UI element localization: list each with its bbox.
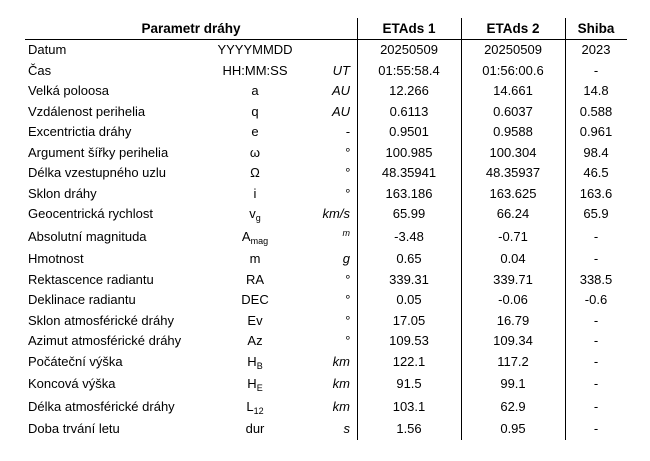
unit — [308, 165, 350, 180]
symbol-text: dur — [245, 421, 265, 436]
value-shiba: - — [593, 312, 599, 328]
table-row — [25, 331, 627, 352]
parameter-name: Vzdálenost perihelia — [28, 103, 146, 119]
unit-text: - — [345, 124, 350, 139]
orbit-parameters-table — [25, 18, 627, 440]
parameter-symbol — [195, 186, 315, 201]
header-parameter: Parametr dráhy — [141, 21, 241, 36]
value-etads1: -3.48 — [394, 228, 424, 244]
symbol-text: Ev — [247, 312, 263, 328]
value-shiba: - — [593, 62, 599, 78]
parameter-name: Rektascence radiantu — [28, 271, 154, 287]
value-etads1: 100.985 — [385, 144, 433, 160]
unit-text: AU — [331, 83, 350, 98]
value-etads1: 12.266 — [389, 83, 429, 98]
value-shiba: - — [593, 376, 599, 391]
value-shiba: 14.8 — [583, 83, 609, 98]
unit-text: g — [342, 251, 350, 266]
symbol-text: a — [251, 83, 259, 98]
table-row — [25, 374, 627, 397]
unit — [308, 229, 350, 244]
parameter-name: Hmotnost — [28, 251, 84, 266]
unit-text: ° — [344, 144, 350, 160]
value-shiba: - — [593, 421, 599, 436]
unit — [308, 186, 350, 201]
header-shiba: Shiba — [577, 21, 615, 36]
symbol-text: YYYYMMDD — [217, 42, 293, 57]
parameter-name: Argument šířky perihelia — [28, 144, 169, 160]
unit-text: ° — [344, 185, 350, 201]
parameter-name: Datum — [28, 42, 67, 57]
parameter-symbol — [195, 251, 315, 266]
symbol-text: RA — [245, 271, 265, 287]
unit — [308, 354, 350, 369]
unit — [308, 124, 350, 139]
value-shiba: 65.9 — [583, 206, 609, 221]
unit — [308, 313, 350, 328]
symbol-text: L — [246, 398, 254, 414]
value-etads1: 01:55:58.4 — [378, 62, 440, 78]
symbol-text: i — [253, 185, 257, 201]
symbol-text: H — [247, 376, 257, 391]
symbol-text: ω — [249, 144, 261, 160]
parameter-symbol — [195, 292, 315, 307]
parameter-name: Absolutní magnituda — [28, 228, 147, 244]
table-row — [25, 204, 627, 227]
value-etads1: 122.1 — [392, 353, 426, 369]
parameter-symbol — [195, 42, 315, 57]
unit-text: ° — [344, 333, 350, 348]
value-etads2: 99.1 — [500, 376, 526, 391]
symbol-text: m — [249, 251, 261, 266]
value-shiba: - — [593, 333, 599, 348]
parameter-symbol — [195, 313, 315, 328]
parameter-symbol — [195, 421, 315, 436]
column-divider — [565, 18, 566, 440]
value-etads1: 103.1 — [392, 398, 426, 414]
table-row — [25, 40, 627, 61]
symbol-text: HH:MM:SS — [222, 62, 288, 78]
value-shiba: 163.6 — [579, 185, 613, 201]
unit — [308, 421, 350, 436]
table-row — [25, 163, 627, 184]
parameter-name: Sklon dráhy — [28, 185, 97, 201]
parameter-symbol — [195, 333, 315, 348]
parameter-name: Geocentrická rychlost — [28, 206, 153, 221]
unit — [308, 145, 350, 160]
symbol-subscript: mag — [250, 235, 269, 246]
header-etads1: ETAds 1 — [382, 21, 436, 36]
value-etads2: 0.04 — [500, 251, 526, 266]
table-row — [25, 102, 627, 123]
value-shiba: - — [593, 251, 599, 266]
value-etads1: 48.35941 — [381, 165, 437, 180]
symbol-subscript: E — [256, 383, 263, 393]
symbol-subscript: g — [255, 213, 261, 223]
symbol-text: q — [251, 103, 259, 119]
table-body — [25, 40, 627, 440]
parameter-name: Sklon atmosférické dráhy — [28, 312, 174, 328]
unit-text: ° — [344, 271, 350, 287]
column-divider — [461, 18, 462, 440]
unit-text: km — [332, 398, 350, 414]
parameter-symbol — [195, 83, 315, 98]
parameter-symbol — [195, 145, 315, 160]
table-row — [25, 352, 627, 375]
symbol-text: DEC — [241, 292, 269, 307]
value-etads2: 62.9 — [500, 398, 526, 414]
symbol-subscript: B — [256, 360, 263, 371]
unit — [308, 206, 350, 221]
unit — [308, 376, 350, 391]
value-etads2: 0.95 — [500, 421, 526, 436]
symbol-subscript: 12 — [253, 405, 264, 416]
unit-text: AU — [331, 103, 350, 119]
value-shiba: 2023 — [581, 42, 611, 57]
value-etads2: -0.06 — [498, 292, 528, 307]
value-shiba: 0.588 — [579, 103, 613, 119]
unit-text: km/s — [322, 206, 350, 221]
parameter-name: Excentrictia dráhy — [28, 124, 132, 139]
parameter-symbol — [195, 272, 315, 287]
unit — [308, 63, 350, 78]
unit-text: m — [342, 227, 350, 238]
value-shiba: 46.5 — [583, 165, 609, 180]
parameter-name: Deklinace radiantu — [28, 292, 136, 307]
unit-text: km — [332, 376, 350, 391]
value-etads1: 17.05 — [392, 312, 426, 328]
parameter-symbol — [195, 354, 315, 371]
value-etads1: 65.99 — [392, 206, 426, 221]
table-row — [25, 81, 627, 102]
parameter-name: Doba trvání letu — [28, 421, 120, 436]
table-row — [25, 249, 627, 270]
value-shiba: - — [593, 228, 599, 244]
value-etads2: 0.6037 — [493, 103, 533, 119]
symbol-text: Ω — [250, 165, 260, 180]
value-shiba: -0.6 — [584, 292, 608, 307]
unit — [308, 399, 350, 414]
symbol-text: H — [247, 353, 257, 369]
parameter-symbol — [195, 63, 315, 78]
value-etads1: 91.5 — [396, 376, 422, 391]
table-row — [25, 290, 627, 311]
parameter-name: Azimut atmosférické dráhy — [28, 333, 182, 348]
value-etads2: 48.35937 — [485, 165, 541, 180]
symbol-text: e — [251, 124, 259, 139]
parameter-symbol — [195, 206, 315, 223]
value-etads1: 1.56 — [396, 421, 422, 436]
value-etads2: 339.71 — [493, 271, 533, 287]
value-etads1: 20250509 — [380, 42, 438, 57]
parameter-symbol — [195, 104, 315, 119]
value-etads2: 0.9588 — [493, 124, 533, 139]
unit-text: ° — [344, 312, 350, 328]
unit — [308, 104, 350, 119]
value-etads2: -0.71 — [498, 228, 528, 244]
parameter-name: Čas — [28, 62, 52, 78]
symbol-text: v — [249, 206, 256, 221]
parameter-name: Délka vzestupného uzlu — [28, 165, 167, 180]
value-shiba: 338.5 — [579, 271, 613, 287]
value-etads2: 14.661 — [493, 83, 533, 98]
parameter-name: Velká poloosa — [28, 83, 109, 98]
value-etads1: 0.6113 — [389, 103, 429, 119]
value-etads2: 20250509 — [484, 42, 542, 57]
value-etads2: 100.304 — [489, 144, 537, 160]
unit — [308, 272, 350, 287]
unit-text: UT — [332, 62, 350, 78]
table-row — [25, 419, 627, 440]
unit — [308, 333, 350, 348]
table-header — [25, 18, 627, 40]
unit — [308, 292, 350, 307]
value-shiba: 0.961 — [579, 124, 613, 139]
value-shiba: - — [593, 353, 599, 369]
value-etads2: 16.79 — [496, 312, 530, 328]
value-etads1: 0.9501 — [389, 124, 429, 139]
value-etads1: 163.186 — [385, 185, 433, 201]
parameter-symbol — [195, 124, 315, 139]
parameter-name: Koncová výška — [28, 376, 116, 391]
value-shiba: 98.4 — [583, 144, 609, 160]
unit-text: km — [332, 353, 350, 369]
symbol-text: A — [241, 228, 251, 244]
table-row — [25, 270, 627, 291]
parameter-name: Počáteční výška — [28, 353, 123, 369]
value-etads2: 117.2 — [497, 353, 529, 369]
unit — [308, 251, 350, 266]
value-etads2: 109.34 — [493, 333, 533, 348]
table-row — [25, 61, 627, 82]
header-etads2: ETAds 2 — [486, 21, 540, 36]
parameter-symbol — [195, 165, 315, 180]
table-row — [25, 184, 627, 205]
unit-text: ° — [344, 165, 350, 180]
table-row — [25, 143, 627, 164]
value-etads2: 66.24 — [496, 206, 530, 221]
column-divider — [357, 18, 358, 440]
parameter-symbol — [195, 376, 315, 393]
value-etads2: 01:56:00.6 — [482, 62, 544, 78]
table-row — [25, 122, 627, 143]
table-row — [25, 311, 627, 332]
table-row — [25, 397, 627, 420]
value-etads1: 0.65 — [396, 251, 422, 266]
unit-text: s — [343, 421, 350, 436]
value-etads1: 339.31 — [389, 271, 429, 287]
table-row — [25, 227, 627, 250]
symbol-text: Az — [247, 333, 263, 348]
parameter-symbol — [195, 399, 315, 416]
value-etads1: 0.05 — [396, 292, 422, 307]
unit-text: ° — [344, 292, 350, 307]
parameter-name: Délka atmosférické dráhy — [28, 398, 175, 414]
parameter-symbol — [195, 229, 315, 246]
value-etads1: 109.53 — [389, 333, 429, 348]
unit — [308, 83, 350, 98]
value-shiba: - — [593, 398, 599, 414]
value-etads2: 163.625 — [489, 185, 537, 201]
